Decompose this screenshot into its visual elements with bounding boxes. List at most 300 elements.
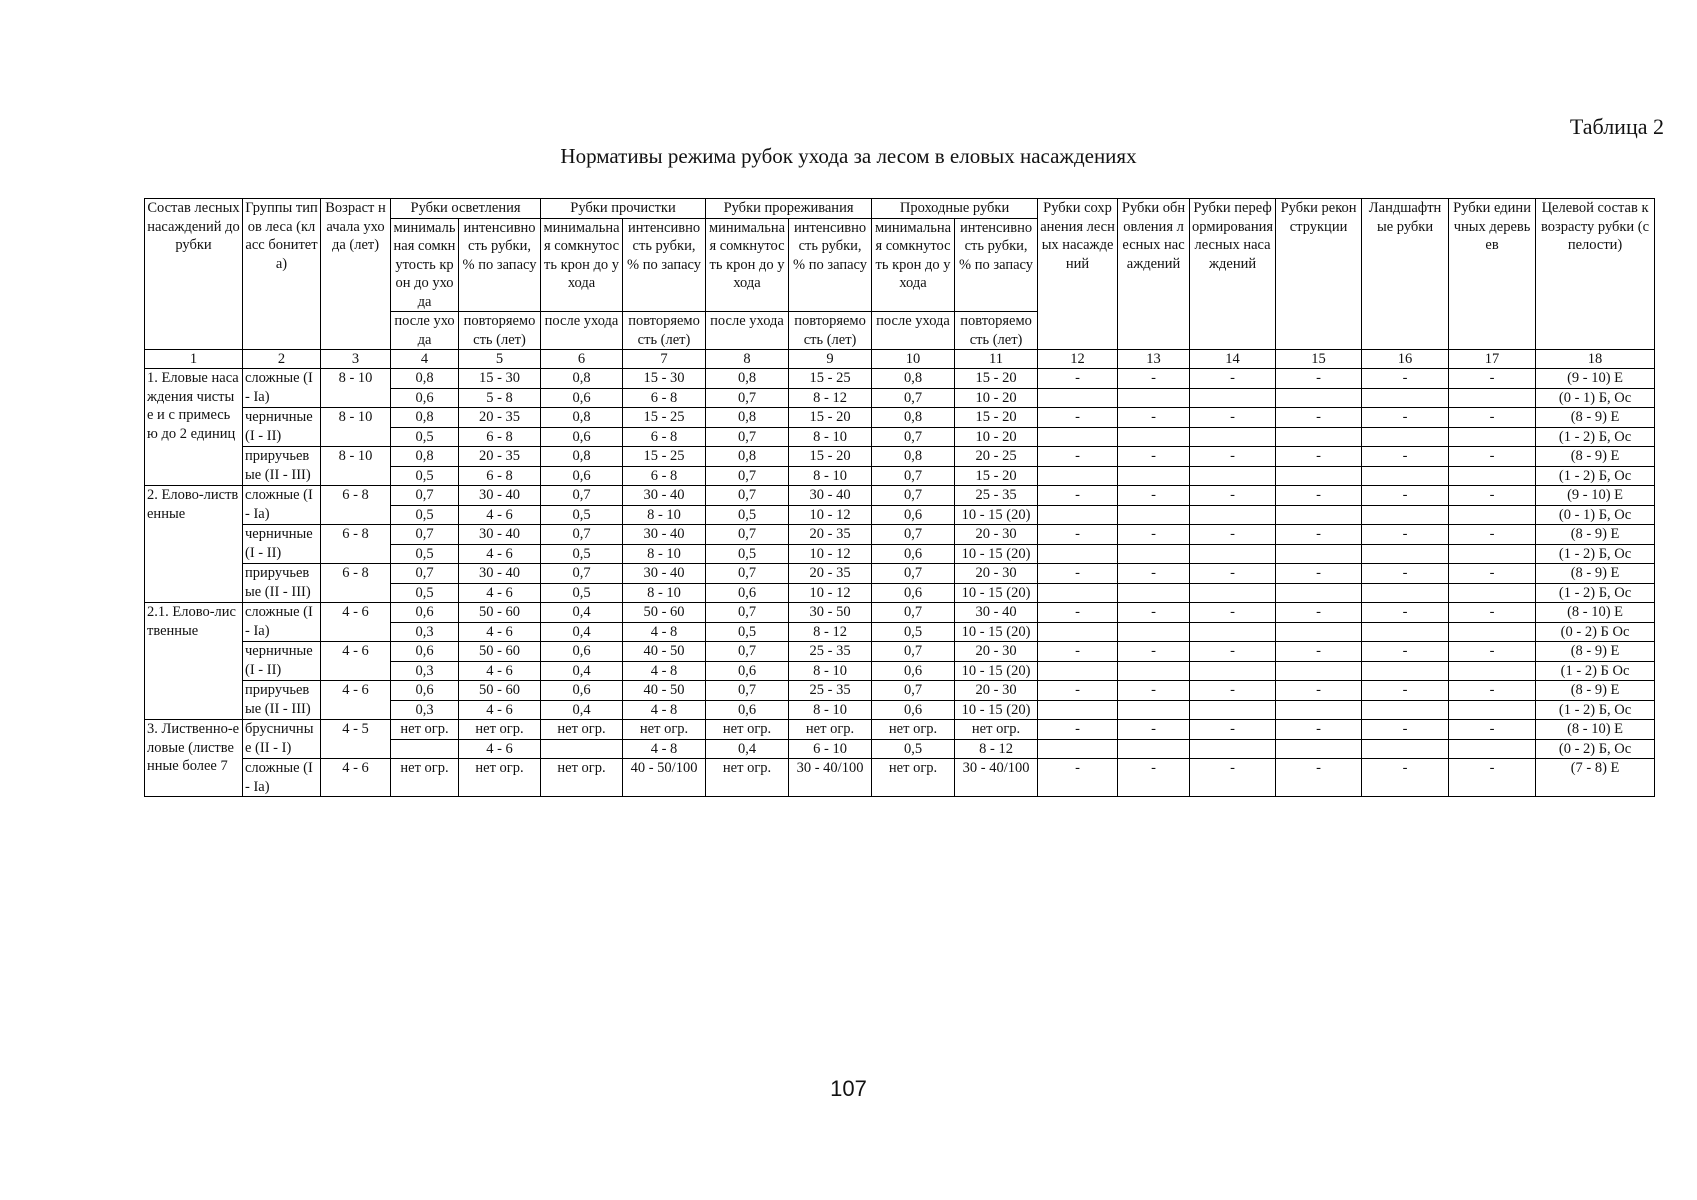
landsh-cell: -	[1362, 564, 1449, 584]
landsh-cell: -	[1362, 408, 1449, 428]
rekonstr-cell: -	[1276, 564, 1362, 584]
landsh-cell: -	[1362, 486, 1449, 506]
header-intensity: интенсивность рубки, % по запасу	[789, 218, 872, 312]
osv-intensity: 20 - 35	[459, 447, 541, 467]
prokh-intensity: 15 - 20	[955, 466, 1038, 486]
sokhr-cell	[1038, 661, 1118, 681]
proch-density: 0,8	[541, 408, 623, 428]
osv-density: 0,5	[391, 583, 459, 603]
prorezh-intensity: 15 - 20	[789, 408, 872, 428]
edinich-cell: -	[1449, 759, 1536, 797]
prokh-intensity: 20 - 30	[955, 564, 1038, 584]
start-age: 4 - 6	[321, 603, 391, 642]
edinich-cell: -	[1449, 369, 1536, 389]
prorezh-intensity: 25 - 35	[789, 642, 872, 662]
edinich-cell	[1449, 544, 1536, 564]
osv-intensity: 4 - 6	[459, 622, 541, 642]
osv-intensity: 15 - 30	[459, 369, 541, 389]
prorezh-density: 0,7	[706, 525, 789, 545]
column-number: 8	[706, 350, 789, 369]
edinich-cell: -	[1449, 564, 1536, 584]
obnov-cell	[1118, 739, 1190, 759]
header-min-before: минимальная сомкнутость крон до ухода	[706, 218, 789, 312]
prorezh-intensity: 8 - 10	[789, 661, 872, 681]
landsh-cell: -	[1362, 759, 1449, 797]
target-composition: (1 - 2) Б, Ос	[1536, 466, 1655, 486]
prokh-density: 0,7	[872, 466, 955, 486]
obnov-cell: -	[1118, 447, 1190, 467]
pereform-cell: -	[1190, 603, 1276, 623]
column-number: 1	[145, 350, 243, 369]
obnov-cell	[1118, 505, 1190, 525]
edinich-cell	[1449, 700, 1536, 720]
start-age: 4 - 6	[321, 759, 391, 797]
prorezh-intensity: 8 - 10	[789, 466, 872, 486]
landsh-cell: -	[1362, 603, 1449, 623]
rekonstr-cell: -	[1276, 369, 1362, 389]
prorezh-intensity: 25 - 35	[789, 681, 872, 701]
forest-type: черничные (I - II)	[243, 642, 321, 681]
header-prokhodnye: Проходные рубки	[872, 199, 1038, 219]
prokh-density: 0,7	[872, 642, 955, 662]
prokh-intensity: 10 - 15 (20)	[955, 661, 1038, 681]
sokhr-cell: -	[1038, 759, 1118, 797]
proch-density: 0,8	[541, 369, 623, 389]
sokhr-cell: -	[1038, 642, 1118, 662]
table-row	[145, 759, 1655, 797]
prokh-density: 0,7	[872, 388, 955, 408]
prorezh-intensity: 10 - 12	[789, 505, 872, 525]
header-edinichnye: Рубки единичных деревьев	[1449, 199, 1536, 350]
osv-density: 0,7	[391, 525, 459, 545]
forest-type: сложные (I - Ia)	[243, 759, 321, 797]
column-number: 11	[955, 350, 1038, 369]
osv-density: 0,5	[391, 505, 459, 525]
osv-density: 0,5	[391, 427, 459, 447]
proch-density: 0,8	[541, 447, 623, 467]
prorezh-density: 0,8	[706, 408, 789, 428]
prorezh-intensity: 30 - 50	[789, 603, 872, 623]
obnov-cell: -	[1118, 564, 1190, 584]
proch-intensity: 4 - 8	[623, 622, 706, 642]
prorezh-density: 0,7	[706, 681, 789, 701]
target-composition: (8 - 9) Е	[1536, 564, 1655, 584]
prorezh-density: 0,7	[706, 486, 789, 506]
target-composition: (9 - 10) Е	[1536, 486, 1655, 506]
osv-intensity: 5 - 8	[459, 388, 541, 408]
edinich-cell: -	[1449, 642, 1536, 662]
prokh-density: 0,7	[872, 525, 955, 545]
sokhr-cell	[1038, 505, 1118, 525]
target-composition: (7 - 8) Е	[1536, 759, 1655, 797]
osv-intensity: 50 - 60	[459, 603, 541, 623]
rekonstr-cell: -	[1276, 408, 1362, 428]
rekonstr-cell: -	[1276, 681, 1362, 701]
header-start-age: Возраст начала ухода (лет)	[321, 199, 391, 350]
edinich-cell	[1449, 739, 1536, 759]
landsh-cell	[1362, 427, 1449, 447]
group-name: 3. Лиственно-еловые (лиственные более 7	[145, 720, 243, 797]
column-number-row	[145, 350, 1655, 369]
prokh-intensity: 15 - 20	[955, 408, 1038, 428]
pereform-cell: -	[1190, 642, 1276, 662]
prorezh-intensity: 8 - 10	[789, 427, 872, 447]
landsh-cell	[1362, 505, 1449, 525]
prokh-intensity: нет огр.	[955, 720, 1038, 740]
header-min-before: минимальная сомкнутость крон до ухода	[541, 218, 623, 312]
prorezh-density: 0,7	[706, 564, 789, 584]
forest-type: сложные (I - Ia)	[243, 486, 321, 525]
obnov-cell	[1118, 583, 1190, 603]
obnov-cell	[1118, 700, 1190, 720]
osv-intensity: 20 - 35	[459, 408, 541, 428]
edinich-cell: -	[1449, 447, 1536, 467]
pereform-cell	[1190, 700, 1276, 720]
landsh-cell	[1362, 388, 1449, 408]
prokh-density: 0,7	[872, 564, 955, 584]
prokh-density: 0,7	[872, 427, 955, 447]
prorezh-density: 0,5	[706, 505, 789, 525]
obnov-cell: -	[1118, 642, 1190, 662]
prokh-density: 0,6	[872, 661, 955, 681]
page-number: 107	[830, 1076, 867, 1101]
edinich-cell	[1449, 466, 1536, 486]
prokh-intensity: 10 - 15 (20)	[955, 700, 1038, 720]
target-composition: (8 - 9) Е	[1536, 447, 1655, 467]
proch-intensity: 8 - 10	[623, 544, 706, 564]
prokh-density: 0,5	[872, 739, 955, 759]
sokhr-cell	[1038, 583, 1118, 603]
pereform-cell	[1190, 427, 1276, 447]
proch-density: 0,5	[541, 583, 623, 603]
prokh-intensity: 10 - 15 (20)	[955, 622, 1038, 642]
edinich-cell: -	[1449, 408, 1536, 428]
forest-type: приручьевые (II - III)	[243, 564, 321, 603]
landsh-cell: -	[1362, 681, 1449, 701]
prokh-intensity: 20 - 30	[955, 642, 1038, 662]
edinich-cell: -	[1449, 603, 1536, 623]
sokhr-cell: -	[1038, 408, 1118, 428]
start-age: 4 - 6	[321, 642, 391, 681]
group-name: 2.1. Елово-лиственные	[145, 603, 243, 720]
document-title: Нормативы режима рубок ухода за лесом в еловых насаждениях	[560, 144, 1137, 168]
proch-intensity: нет огр.	[623, 720, 706, 740]
target-composition: (0 - 1) Б, Ос	[1536, 505, 1655, 525]
landsh-cell	[1362, 622, 1449, 642]
proch-intensity: 4 - 8	[623, 661, 706, 681]
target-composition: (0 - 1) Б, Ос	[1536, 388, 1655, 408]
rekonstr-cell: -	[1276, 720, 1362, 740]
proch-density: 0,7	[541, 486, 623, 506]
rekonstr-cell: -	[1276, 525, 1362, 545]
forest-type: приручьевые (II - III)	[243, 681, 321, 720]
prokh-density: нет огр.	[872, 759, 955, 797]
prorezh-intensity: 8 - 10	[789, 700, 872, 720]
proch-density: 0,6	[541, 427, 623, 447]
sokhr-cell	[1038, 544, 1118, 564]
pereform-cell	[1190, 466, 1276, 486]
table-row	[145, 564, 1655, 584]
sokhr-cell: -	[1038, 447, 1118, 467]
rekonstr-cell: -	[1276, 486, 1362, 506]
proch-density: 0,6	[541, 681, 623, 701]
landsh-cell: -	[1362, 369, 1449, 389]
start-age: 6 - 8	[321, 486, 391, 525]
prokh-density: 0,8	[872, 408, 955, 428]
proch-intensity: 8 - 10	[623, 505, 706, 525]
obnov-cell: -	[1118, 486, 1190, 506]
rekonstr-cell	[1276, 388, 1362, 408]
proch-intensity: 8 - 10	[623, 583, 706, 603]
prorezh-intensity: 10 - 12	[789, 544, 872, 564]
column-number: 6	[541, 350, 623, 369]
osv-intensity: 30 - 40	[459, 486, 541, 506]
obnov-cell	[1118, 661, 1190, 681]
column-number: 5	[459, 350, 541, 369]
landsh-cell	[1362, 466, 1449, 486]
pereform-cell: -	[1190, 408, 1276, 428]
header-intensity: интенсивность рубки, % по запасу	[623, 218, 706, 312]
table-row	[145, 408, 1655, 428]
header-after: после ухода	[541, 312, 623, 350]
forest-type: черничные (I - II)	[243, 525, 321, 564]
landsh-cell	[1362, 544, 1449, 564]
rekonstr-cell	[1276, 661, 1362, 681]
column-number: 12	[1038, 350, 1118, 369]
header-after: после ухода	[706, 312, 789, 350]
osv-intensity: 6 - 8	[459, 466, 541, 486]
proch-density: 0,6	[541, 466, 623, 486]
obnov-cell: -	[1118, 525, 1190, 545]
column-number: 9	[789, 350, 872, 369]
landsh-cell	[1362, 739, 1449, 759]
prorezh-density: 0,6	[706, 700, 789, 720]
pereform-cell: -	[1190, 720, 1276, 740]
osv-density: 0,7	[391, 486, 459, 506]
landsh-cell: -	[1362, 642, 1449, 662]
header-sokhranenie: Рубки сохранения лесных насаждений	[1038, 199, 1118, 350]
proch-density: 0,6	[541, 388, 623, 408]
osv-density: нет огр.	[391, 720, 459, 740]
edinich-cell	[1449, 661, 1536, 681]
osv-density: нет огр.	[391, 759, 459, 797]
pereform-cell: -	[1190, 759, 1276, 797]
osv-intensity: 6 - 8	[459, 427, 541, 447]
pereform-cell: -	[1190, 447, 1276, 467]
prokh-intensity: 10 - 15 (20)	[955, 505, 1038, 525]
rekonstr-cell	[1276, 583, 1362, 603]
proch-intensity: 15 - 25	[623, 447, 706, 467]
pereform-cell	[1190, 544, 1276, 564]
proch-density: 0,4	[541, 700, 623, 720]
pereform-cell	[1190, 583, 1276, 603]
rekonstr-cell: -	[1276, 603, 1362, 623]
landsh-cell	[1362, 700, 1449, 720]
sokhr-cell: -	[1038, 486, 1118, 506]
pereform-cell: -	[1190, 564, 1276, 584]
osv-intensity: 30 - 40	[459, 525, 541, 545]
prokh-density: 0,6	[872, 544, 955, 564]
proch-intensity: 50 - 60	[623, 603, 706, 623]
prorezh-density: 0,4	[706, 739, 789, 759]
osv-density: 0,6	[391, 642, 459, 662]
header-after: после ухода	[872, 312, 955, 350]
prorezh-density: 0,6	[706, 583, 789, 603]
group-name: 2. Елово-лиственные	[145, 486, 243, 603]
pereform-cell: -	[1190, 486, 1276, 506]
osv-intensity: 4 - 6	[459, 661, 541, 681]
header-min-before: минимальная сомкнутость крон до ухода	[391, 218, 459, 312]
rekonstr-cell: -	[1276, 447, 1362, 467]
obnov-cell	[1118, 622, 1190, 642]
osv-density: 0,3	[391, 700, 459, 720]
header-row-1	[145, 199, 1655, 219]
start-age: 6 - 8	[321, 564, 391, 603]
prorezh-density: 0,6	[706, 661, 789, 681]
forest-type: сложные (I - Ia)	[243, 603, 321, 642]
obnov-cell: -	[1118, 603, 1190, 623]
obnov-cell	[1118, 427, 1190, 447]
pereform-cell	[1190, 505, 1276, 525]
prokh-density: 0,6	[872, 700, 955, 720]
landsh-cell	[1362, 661, 1449, 681]
prokh-density: 0,8	[872, 447, 955, 467]
proch-density: 0,7	[541, 564, 623, 584]
pereform-cell: -	[1190, 525, 1276, 545]
sokhr-cell	[1038, 700, 1118, 720]
target-composition: (8 - 10) Е	[1536, 603, 1655, 623]
proch-density: 0,6	[541, 642, 623, 662]
prorezh-density: 0,7	[706, 603, 789, 623]
osv-density: 0,3	[391, 622, 459, 642]
sokhr-cell	[1038, 622, 1118, 642]
proch-intensity: 30 - 40	[623, 486, 706, 506]
target-composition: (8 - 9) Е	[1536, 642, 1655, 662]
target-composition: (9 - 10) Е	[1536, 369, 1655, 389]
edinich-cell: -	[1449, 681, 1536, 701]
obnov-cell: -	[1118, 408, 1190, 428]
osv-density: 0,6	[391, 603, 459, 623]
prorezh-intensity: 20 - 35	[789, 564, 872, 584]
prorezh-intensity: 6 - 10	[789, 739, 872, 759]
rekonstr-cell	[1276, 739, 1362, 759]
prokh-intensity: 10 - 20	[955, 427, 1038, 447]
prokh-density: 0,6	[872, 583, 955, 603]
osv-intensity: 4 - 6	[459, 505, 541, 525]
obnov-cell: -	[1118, 369, 1190, 389]
prokh-density: 0,8	[872, 369, 955, 389]
rekonstr-cell: -	[1276, 759, 1362, 797]
start-age: 6 - 8	[321, 525, 391, 564]
sokhr-cell	[1038, 739, 1118, 759]
pereform-cell	[1190, 739, 1276, 759]
osv-intensity: 50 - 60	[459, 642, 541, 662]
landsh-cell: -	[1362, 720, 1449, 740]
prorezh-density: нет огр.	[706, 720, 789, 740]
column-number: 3	[321, 350, 391, 369]
edinich-cell	[1449, 505, 1536, 525]
header-repeat: повторяемость (лет)	[789, 312, 872, 350]
header-landshaftnye: Ландшафтные рубки	[1362, 199, 1449, 350]
osv-intensity: нет огр.	[459, 759, 541, 797]
proch-density: 0,4	[541, 661, 623, 681]
forest-type: брусничные (II - I)	[243, 720, 321, 759]
target-composition: (1 - 2) Б, Ос	[1536, 544, 1655, 564]
proch-intensity: 6 - 8	[623, 466, 706, 486]
prorezh-intensity: нет огр.	[789, 720, 872, 740]
prorezh-density: 0,8	[706, 369, 789, 389]
header-intensity: интенсивность рубки, % по запасу	[459, 218, 541, 312]
osv-density	[391, 739, 459, 759]
table-body	[145, 369, 1655, 797]
prorezh-intensity: 8 - 12	[789, 622, 872, 642]
column-number: 15	[1276, 350, 1362, 369]
osv-density: 0,3	[391, 661, 459, 681]
target-composition: (8 - 9) Е	[1536, 525, 1655, 545]
edinich-cell: -	[1449, 720, 1536, 740]
obnov-cell: -	[1118, 720, 1190, 740]
prorezh-density: 0,7	[706, 642, 789, 662]
proch-density: нет огр.	[541, 759, 623, 797]
sokhr-cell	[1038, 388, 1118, 408]
osv-density: 0,5	[391, 466, 459, 486]
proch-density: 0,7	[541, 525, 623, 545]
edinich-cell	[1449, 622, 1536, 642]
proch-intensity: 15 - 25	[623, 408, 706, 428]
edinich-cell	[1449, 583, 1536, 603]
osv-intensity: 30 - 40	[459, 564, 541, 584]
target-composition: (1 - 2) Б Ос	[1536, 661, 1655, 681]
pereform-cell: -	[1190, 369, 1276, 389]
prorezh-density: 0,7	[706, 388, 789, 408]
start-age: 4 - 5	[321, 720, 391, 759]
start-age: 8 - 10	[321, 369, 391, 408]
osv-density: 0,8	[391, 408, 459, 428]
forest-type: черничные (I - II)	[243, 408, 321, 447]
sokhr-cell: -	[1038, 720, 1118, 740]
target-composition: (1 - 2) Б, Ос	[1536, 427, 1655, 447]
prokh-intensity: 8 - 12	[955, 739, 1038, 759]
prokh-density: 0,7	[872, 486, 955, 506]
pereform-cell	[1190, 388, 1276, 408]
proch-intensity: 40 - 50	[623, 642, 706, 662]
sokhr-cell	[1038, 466, 1118, 486]
header-pereformirovanie: Рубки переформирования лесных насаждений	[1190, 199, 1276, 350]
column-number: 4	[391, 350, 459, 369]
sokhr-cell: -	[1038, 564, 1118, 584]
prorezh-intensity: 8 - 12	[789, 388, 872, 408]
osv-intensity: нет огр.	[459, 720, 541, 740]
column-number: 7	[623, 350, 706, 369]
target-composition: (0 - 2) Б Ос	[1536, 622, 1655, 642]
start-age: 8 - 10	[321, 447, 391, 486]
rekonstr-cell	[1276, 466, 1362, 486]
prokh-intensity: 10 - 20	[955, 388, 1038, 408]
landsh-cell	[1362, 583, 1449, 603]
osv-density: 0,6	[391, 388, 459, 408]
proch-density: 0,4	[541, 622, 623, 642]
prokh-density: 0,7	[872, 681, 955, 701]
osv-density: 0,8	[391, 369, 459, 389]
prorezh-density: 0,7	[706, 466, 789, 486]
prorezh-intensity: 15 - 25	[789, 369, 872, 389]
prorezh-intensity: 20 - 35	[789, 525, 872, 545]
prokh-intensity: 10 - 15 (20)	[955, 544, 1038, 564]
obnov-cell	[1118, 466, 1190, 486]
rekonstr-cell	[1276, 700, 1362, 720]
obnov-cell	[1118, 544, 1190, 564]
proch-intensity: 4 - 8	[623, 700, 706, 720]
